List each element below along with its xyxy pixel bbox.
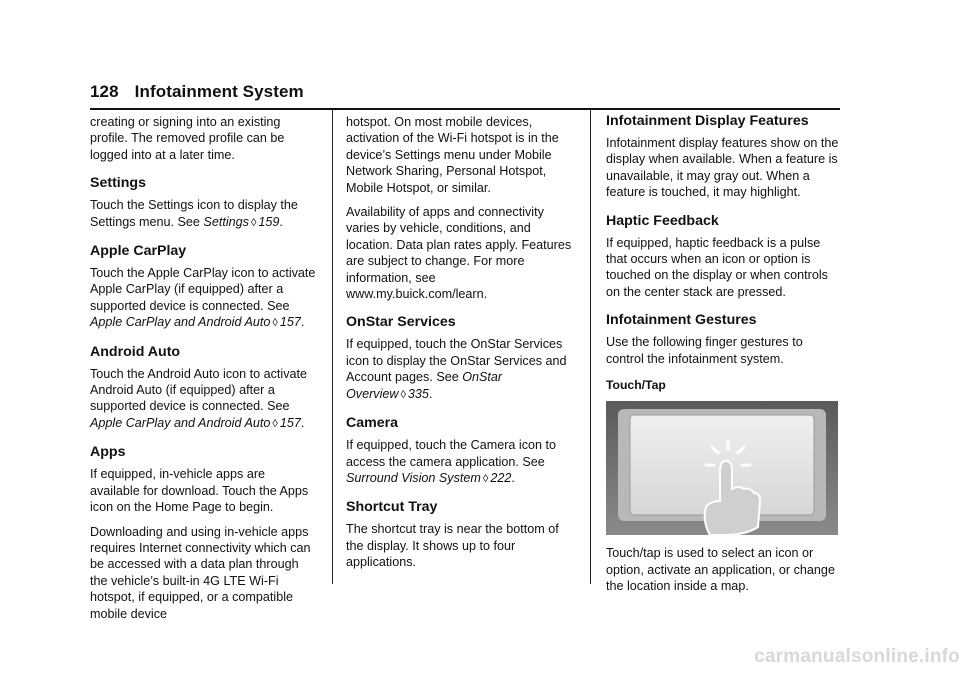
column-3 (606, 110, 842, 603)
link-settings[interactable]: Settings ◊ 159 (203, 214, 280, 229)
xref-arrow-icon: ◊ (482, 472, 489, 485)
heading-settings: Settings (90, 175, 146, 192)
link-surround-vision[interactable]: Surround Vision System ◊ 222 (346, 470, 512, 485)
xref-arrow-icon: ◊ (272, 317, 278, 330)
heading-haptic-feedback: Haptic Feedback (606, 212, 719, 229)
xref-arrow-icon: ◊ (400, 388, 406, 401)
column-divider-2 (590, 110, 591, 584)
heading-apple-carplay: Apple CarPlay (90, 243, 187, 260)
heading-onstar-services: OnStar Services (346, 314, 456, 331)
page-header (90, 82, 870, 102)
link-carplay[interactable]: Apple CarPlay and Android Auto ◊ 157 (90, 315, 301, 330)
gestures-paragraph: Use the following finger gestures to control the infotainment system. (606, 335, 803, 366)
heading-infotainment-gestures: Infotainment Gestures (606, 312, 757, 329)
heading-shortcut-tray: Shortcut Tray (346, 499, 438, 516)
camera-paragraph: If equipped, touch the Camera icon to access the camera application. See Surround Vision System ◊ 222. (346, 438, 557, 485)
onstar-paragraph: If equipped, touch the OnStar Services icon to display the OnStar Services and Account pages. See OnStar Overview ◊ 335. (346, 337, 567, 401)
section-title: Infotainment System (134, 82, 304, 101)
column-2 (346, 110, 574, 579)
carplay-paragraph: Touch the Apple CarPlay icon to activate Apple CarPlay (if equipped) after a supported device is connected. See Apple CarPlay and Android Auto ◊ 157. (90, 266, 316, 330)
haptic-paragraph: If equipped, haptic feedback is a pulse that occurs when an icon or option is touched on the display or when controls on the center stack are pressed. (606, 235, 828, 299)
xref-arrow-icon: ◊ (250, 216, 257, 229)
column-divider-1 (332, 110, 333, 584)
watermark: carmanualsonline.info (754, 646, 960, 667)
heading-camera: Camera (346, 415, 399, 432)
touch-tap-illustration (606, 401, 838, 535)
heading-android-auto: Android Auto (90, 343, 181, 360)
subheading-touch-tap: Touch/Tap (606, 378, 666, 393)
column-1 (90, 110, 318, 630)
availability-paragraph: Availability of apps and connectivity varies by vehicle, conditions, and location. Data plan rates apply. Features are subject to change. For more information, see www.my.buick.com/learn. (346, 205, 572, 302)
android-paragraph: Touch the Android Auto icon to activate Android Auto (if equipped) after a supported device is connected. See Apple CarPlay and Android Auto ◊ 157. (90, 366, 308, 430)
apps-paragraph-1: If equipped, in-vehicle apps are available for download. Touch the Apps icon on the Home Page to begin. (90, 467, 309, 515)
link-android-auto[interactable]: Apple CarPlay and Android Auto ◊ 157 (90, 415, 301, 430)
apps-paragraph-2: Downloading and using in-vehicle apps requires Internet connectivity which can be accessed with a data plan through the vehicle’s built-in 4G LTE Wi-Fi hotspot, if equipped, or a compatible mobile device (90, 524, 311, 621)
heading-display-features: Infotainment Display Features (606, 113, 809, 129)
settings-paragraph: Touch the Settings icon to display the Settings menu. See Settings ◊ 159. (90, 198, 298, 229)
intro-paragraph: creating or signing into an existing profile. The removed profile can be logged into at a later time. (90, 115, 285, 162)
page-number: 128 (90, 82, 119, 101)
heading-apps: Apps (90, 444, 126, 461)
display-features-paragraph: Infotainment display features show on the display when available. When a feature is unavailable, it may gray out. When a feature is touched, it may highlight. (606, 136, 839, 200)
touch-tap-caption: Touch/tap is used to select an icon or option, activate an application, or change the location inside a map. (606, 546, 835, 594)
hotspot-paragraph: hotspot. On most mobile devices, activation of the Wi-Fi hotspot is in the device’s Settings menu under Mobile Network Sharing, Personal Hotspot, Mobile Hotspot, or similar. (346, 115, 559, 195)
link-onstar-overview[interactable]: OnStar Overview ◊ 335 (346, 370, 503, 401)
shortcut-paragraph: The shortcut tray is near the bottom of the display. It shows up to four applications. (346, 522, 559, 570)
xref-arrow-icon: ◊ (272, 417, 278, 430)
